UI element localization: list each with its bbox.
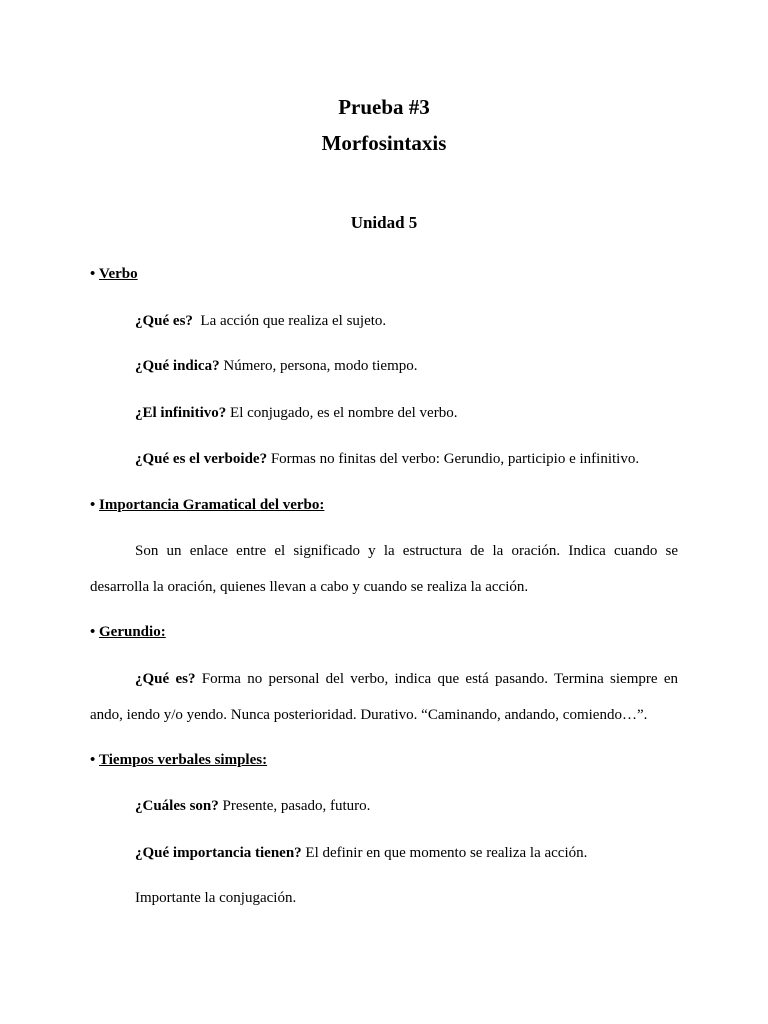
question: ¿Qué importancia tienen? — [135, 845, 302, 861]
section-heading-gerundio — [90, 622, 678, 642]
qa-item — [135, 311, 678, 331]
paragraph-line: desarrolla la oración, quienes llevan a cabo y cuando se realiza la acción. — [90, 579, 529, 595]
question: ¿Cuáles son? — [135, 798, 219, 814]
note: Importante la conjugación. — [135, 890, 297, 906]
answer: Forma no personal del verbo, indica que está pasando. Termina siempre en — [195, 671, 678, 687]
bullet: • — [90, 266, 96, 282]
qa-item — [135, 403, 678, 423]
answer: La acción que realiza el sujeto. — [192, 313, 387, 329]
section-heading-importancia — [90, 495, 678, 515]
unit-heading: Unidad 5 — [350, 213, 418, 232]
section-heading-label: Gerundio: — [99, 624, 166, 640]
bullet: • — [90, 752, 96, 768]
bullet: • — [90, 624, 96, 640]
qa-item — [135, 449, 678, 469]
qa-item — [135, 796, 678, 816]
paragraph-line: ando, iendo y/o yendo. Nunca posterioridad. Durativo. “Caminando, andando, comiendo…”. — [90, 707, 648, 723]
section-heading-label: Importancia Gramatical del verbo: — [99, 497, 325, 513]
answer: Presente, pasado, futuro. — [218, 798, 371, 814]
answer: El conjugado, es el nombre del verbo. — [226, 405, 458, 421]
section-heading-label: Verbo — [99, 266, 138, 282]
question: ¿El infinitivo? — [135, 405, 227, 421]
section-heading-tiempos — [90, 750, 678, 770]
paragraph-line — [135, 669, 678, 689]
section-heading-verbo — [90, 264, 678, 284]
qa-item — [135, 843, 678, 863]
answer: Formas no finitas del verbo: Gerundio, participio e infinitivo. — [267, 451, 640, 467]
question: ¿Qué es? — [135, 671, 196, 687]
paragraph-line: Son un enlace entre el significado y la estructura de la oración. Indica cuando se — [135, 543, 678, 559]
question: ¿Qué es? — [135, 313, 193, 329]
question: ¿Qué es el verboide? — [135, 451, 268, 467]
section-heading-label: Tiempos verbales simples: — [99, 752, 268, 768]
qa-item — [135, 356, 678, 376]
question: ¿Qué indica? — [135, 358, 220, 374]
document-title: Prueba #3 — [338, 95, 430, 119]
answer: Número, persona, modo tiempo. — [219, 358, 418, 374]
bullet: • — [90, 497, 96, 513]
document-subtitle: Morfosintaxis — [321, 131, 447, 155]
answer: El definir en que momento se realiza la acción. — [301, 845, 588, 861]
